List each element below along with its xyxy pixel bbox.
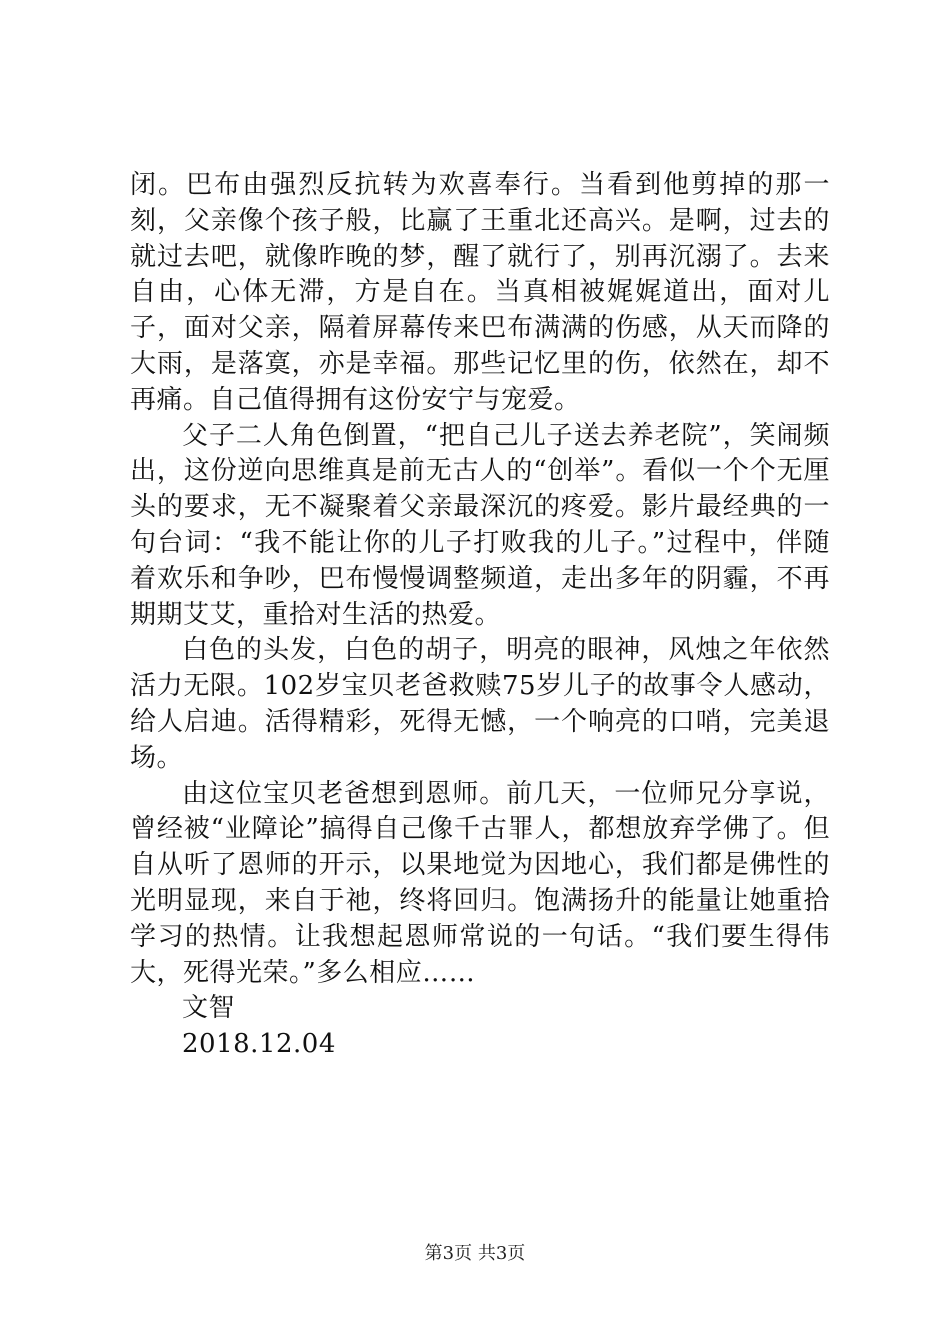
paragraph-role-reversal: 父子二人角色倒置，“把自己儿子送去养老院”，笑闹频出，这份逆向思维真是前无古人的“创举”。看似一个个无厘头的要求，无不凝聚着父亲最深沉的疼爱。影片最经典的一句台词：“我不能让你的儿子打败我的儿子。”过程中，伴随着欢乐和争吵，巴布慢慢调整频道，走出多年的阴霾，不再期期艾艾，重拾对生活的热爱。 [130,420,830,630]
author-signature: 文智 [182,993,236,1024]
paragraph-continuation: 闭。巴布由强烈反抗转为欢喜奉行。当看到他剪掉的那一刻，父亲像个孩子般，比赢了王重北还高兴。是啊，过去的就过去吧，就像昨晚的梦，醒了就行了，别再沉溺了。去来自由，心体无滞，方是自在。当真相被娓娓道出，面对儿子，面对父亲，隔着屏幕传来巴布满满的伤感，从天而降的大雨，是落寞，亦是幸福。那些记忆里的伤，依然在，却不再痛。自己值得拥有这份安宁与宠爱。 [130,170,830,415]
page-footer: 第3页 共3页 [424,1243,526,1264]
document-date: 2018.12.04 [182,1029,336,1060]
paragraph-baby-dad: 白色的头发，白色的胡子，明亮的眼神，风烛之年依然活力无限。102岁宝贝老爸救赎75岁儿子的故事令人感动，给人启迪。活得精彩，死得无憾，一个响亮的口哨，完美退场。 [130,635,830,773]
document-body [130,168,830,1063]
paragraph-teacher: 由这位宝贝老爸想到恩师。前几天，一位师兄分享说，曾经被“业障论”搞得自己像千古罪人，都想放弃学佛了。但自从听了恩师的开示，以果地觉为因地心，我们都是佛性的光明显现，来自于祂，终将回归。饱满扬升的能量让她重拾学习的热情。让我想起恩师常说的一句话。“我们要生得伟大，死得光荣。”多么相应…… [130,778,830,988]
